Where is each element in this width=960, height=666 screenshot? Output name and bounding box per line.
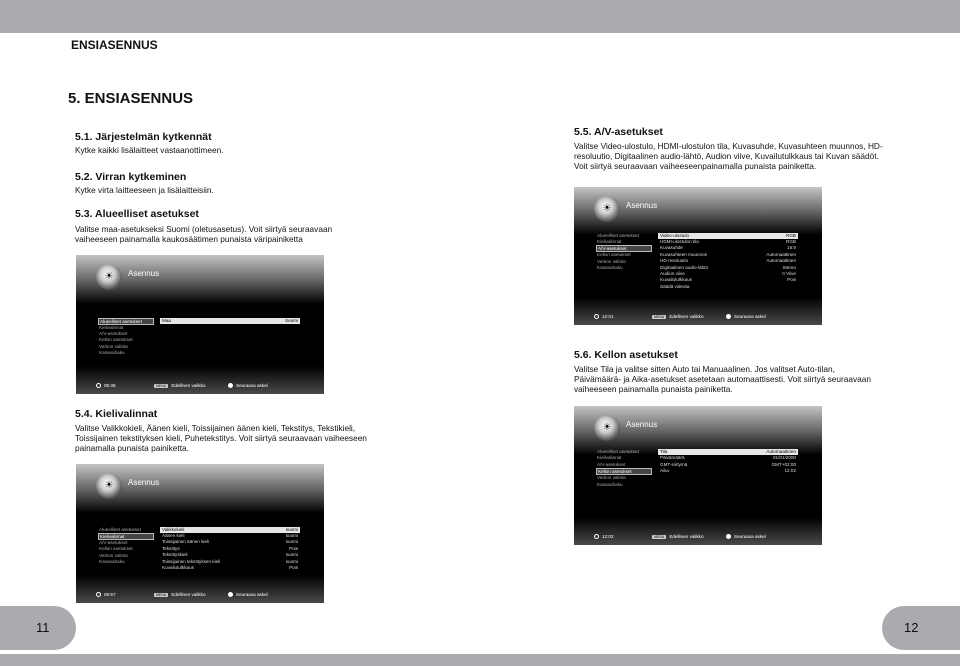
setting-row[interactable]: GMT-siirtymä GMT+02:00: [660, 461, 796, 467]
menu-item[interactable]: Kellon asetukset: [597, 252, 631, 258]
next-step-hint: Seuraava askel: [726, 314, 766, 319]
menu-item[interactable]: Alueelliset asetukset: [98, 318, 154, 325]
menu-item[interactable]: Kielivalinnat: [98, 533, 154, 540]
clock-icon: [594, 314, 599, 319]
settings-menu: [98, 318, 154, 357]
settings-panel: [160, 527, 300, 572]
section-heading-5-6: 5.6. Kellon asetukset: [574, 349, 678, 361]
installation-logo-icon: ☀: [96, 264, 122, 290]
setting-row[interactable]: Valikkokieli suomi: [162, 526, 298, 532]
settings-panel: [160, 318, 300, 324]
chapter-title: 5. ENSIASENNUS: [68, 90, 194, 107]
setting-row[interactable]: Kuvasuhteen muunnos Automaattinen: [660, 251, 796, 257]
section-text-5-2: Kytke virta laitteeseen ja lisälaitteisiin.: [75, 185, 214, 195]
menu-item[interactable]: Verkon valinta: [99, 343, 128, 349]
page-number-right: 12: [904, 620, 919, 635]
menu-item[interactable]: Verkon valinta: [597, 475, 626, 481]
red-button-icon: [726, 534, 731, 539]
clock-readout: 12:02: [594, 534, 614, 539]
screenshot-language: [76, 464, 324, 603]
menu-item[interactable]: Kielivalinnat: [597, 455, 622, 461]
settings-panel: [658, 449, 798, 475]
section-heading-5-2: 5.2. Virran kytkeminen: [75, 171, 187, 183]
setting-row[interactable]: HD-resoluutio Automaattinen: [660, 258, 796, 264]
clock-icon: [96, 383, 101, 388]
setting-row[interactable]: Toissijainen tekstityksen kieli suomi: [162, 558, 298, 564]
menu-item[interactable]: Kielivalinnat: [597, 238, 622, 244]
menu-item[interactable]: A/V-asetukset: [99, 330, 128, 336]
menu-item[interactable]: A/V-asetukset: [99, 539, 128, 545]
clock-readout: 05:38: [96, 383, 116, 388]
menu-item[interactable]: A/V-asetukset: [596, 245, 652, 252]
clock-icon: [96, 592, 101, 597]
top-bar: [0, 0, 960, 33]
menu-item[interactable]: Kanavahaku: [99, 559, 125, 565]
screenshot-region: [76, 255, 324, 394]
page-tab-right: [882, 606, 960, 650]
menu-item[interactable]: Kanavahaku: [99, 350, 125, 356]
previous-menu-hint: MENU Edellinen valikko: [156, 592, 206, 597]
setting-row[interactable]: Tila Automaattinen: [660, 449, 796, 455]
screenshot-clock: [574, 406, 822, 545]
menu-item[interactable]: Kellon asetukset: [596, 468, 652, 475]
setting-row[interactable]: Video-ulostulo RGB: [660, 232, 796, 238]
setting-row[interactable]: Kuvasuhde 16:9: [660, 245, 796, 251]
menu-item[interactable]: Kanavahaku: [597, 481, 623, 487]
settings-menu: [596, 449, 652, 488]
section-text-5-6: Valitse Tila ja valitse sitten Auto tai Manuaalinen. Jos valitset Auto-tilan, Päivämäärä- ja Aika-asetukset asetetaan automaattisesti. Voit siirtyä seuraavaan vaiheeseen painamalla punaista painiketta.: [574, 364, 872, 394]
bottom-bar: [0, 654, 960, 666]
previous-menu-hint: MENU Edellinen valikko: [654, 534, 704, 539]
setting-row[interactable]: Digitaalinen audio-lähtö Stereo: [660, 264, 796, 270]
section-heading-5-3: 5.3. Alueelliset asetukset: [75, 208, 199, 220]
installation-logo-icon: ☀: [594, 415, 620, 441]
section-text-5-1: Kytke kaikki lisälaitteet vastaanottimeen.: [75, 145, 224, 155]
setting-row[interactable]: Kuvailutulkkaus Pois: [660, 277, 796, 283]
clock-icon: [594, 534, 599, 539]
page-number-left: 11: [36, 620, 50, 635]
setting-row[interactable]: Säädä videota: [660, 283, 690, 289]
red-button-icon: [228, 383, 233, 388]
menu-item[interactable]: Verkon valinta: [597, 258, 626, 264]
installation-logo-icon: ☀: [594, 196, 620, 222]
setting-row[interactable]: Toissijainen äänen kieli suomi: [162, 539, 298, 545]
section-heading-5-1: 5.1. Järjestelmän kytkennät: [75, 131, 212, 143]
settings-menu: [98, 527, 154, 566]
screenshot-av: [574, 187, 822, 325]
clock-readout: 12:01: [594, 314, 614, 319]
menu-item[interactable]: Kanavahaku: [597, 265, 623, 271]
section-text-5-5: Valitse Video-ulostulo, HDMI-ulostulon tila, Kuvasuhde, Kuvasuhteen muunnos, HD-resoluutio, Digitaalinen audio-lähtö, Audion viive, Kuvailutulkkaus tai Kuvan säädöt. Voit siirtyä seuraavaan vaiheeseenpainamalla punaista painiketta.: [574, 141, 883, 171]
previous-menu-hint: MENU Edellinen valikko: [156, 383, 206, 388]
setting-row[interactable]: Kuvailutulkkaus Pois: [162, 564, 298, 570]
setting-row[interactable]: Tekstitys Pois: [162, 545, 298, 551]
screen-title: Asennus: [626, 420, 658, 429]
setting-row[interactable]: Maa Suomi: [162, 317, 298, 323]
menu-item[interactable]: Alueelliset asetukset: [99, 526, 141, 532]
next-step-hint: Seuraava askel: [228, 383, 268, 388]
menu-item[interactable]: Kellon asetukset: [99, 546, 133, 552]
setting-row[interactable]: Audion viive 0 Viive: [660, 270, 796, 276]
setting-row[interactable]: Aika 12:02: [660, 468, 796, 474]
menu-item[interactable]: A/V-asetukset: [597, 461, 626, 467]
setting-row[interactable]: Tekstityskieli suomi: [162, 552, 298, 558]
setting-row[interactable]: HDMI-ulostulon tila RGB: [660, 238, 796, 244]
screen-title: Asennus: [128, 269, 160, 278]
red-button-icon: [228, 592, 233, 597]
menu-item[interactable]: Alueelliset asetukset: [597, 449, 639, 455]
red-button-icon: [726, 314, 731, 319]
section-text-5-4: Valitse Valikkokieli, Äänen kieli, Toissijainen äänen kieli, Tekstitys, Tekstikieli, Toissijainen tekstityksen kieli, Puhetekstitys. Voit siirtyä seuraavaan vaiheeseen painamalla punaista painiketta.: [75, 423, 367, 453]
installation-logo-icon: ☀: [96, 473, 122, 499]
menu-item[interactable]: Kellon asetukset: [99, 337, 133, 343]
setting-row[interactable]: Päivämäärä 01/01/2000: [660, 455, 796, 461]
setting-row[interactable]: Äänen kieli suomi: [162, 532, 298, 538]
section-heading-5-4: 5.4. Kielivalinnat: [75, 408, 158, 420]
section-heading-5-5: 5.5. A/V-asetukset: [574, 126, 663, 138]
section-text-5-3: Valitse maa-asetukseksi Suomi (oletusasetus). Voit siirtyä seuraavaan vaiheeseen painamalla kaukosäätimen punaista väripainiketta: [75, 224, 333, 244]
menu-item[interactable]: Kielivalinnat: [99, 324, 124, 330]
settings-panel: [658, 233, 798, 291]
next-step-hint: Seuraava askel: [726, 534, 766, 539]
screen-title: Asennus: [128, 478, 160, 487]
running-header: ENSIASENNUS: [71, 38, 158, 52]
clock-readout: 05:57: [96, 592, 116, 597]
menu-item[interactable]: Verkon valinta: [99, 552, 128, 558]
previous-menu-hint: MENU Edellinen valikko: [654, 314, 704, 319]
settings-menu: [596, 233, 652, 272]
screen-title: Asennus: [626, 201, 658, 210]
menu-item[interactable]: Alueelliset asetukset: [597, 232, 639, 238]
next-step-hint: Seuraava askel: [228, 592, 268, 597]
